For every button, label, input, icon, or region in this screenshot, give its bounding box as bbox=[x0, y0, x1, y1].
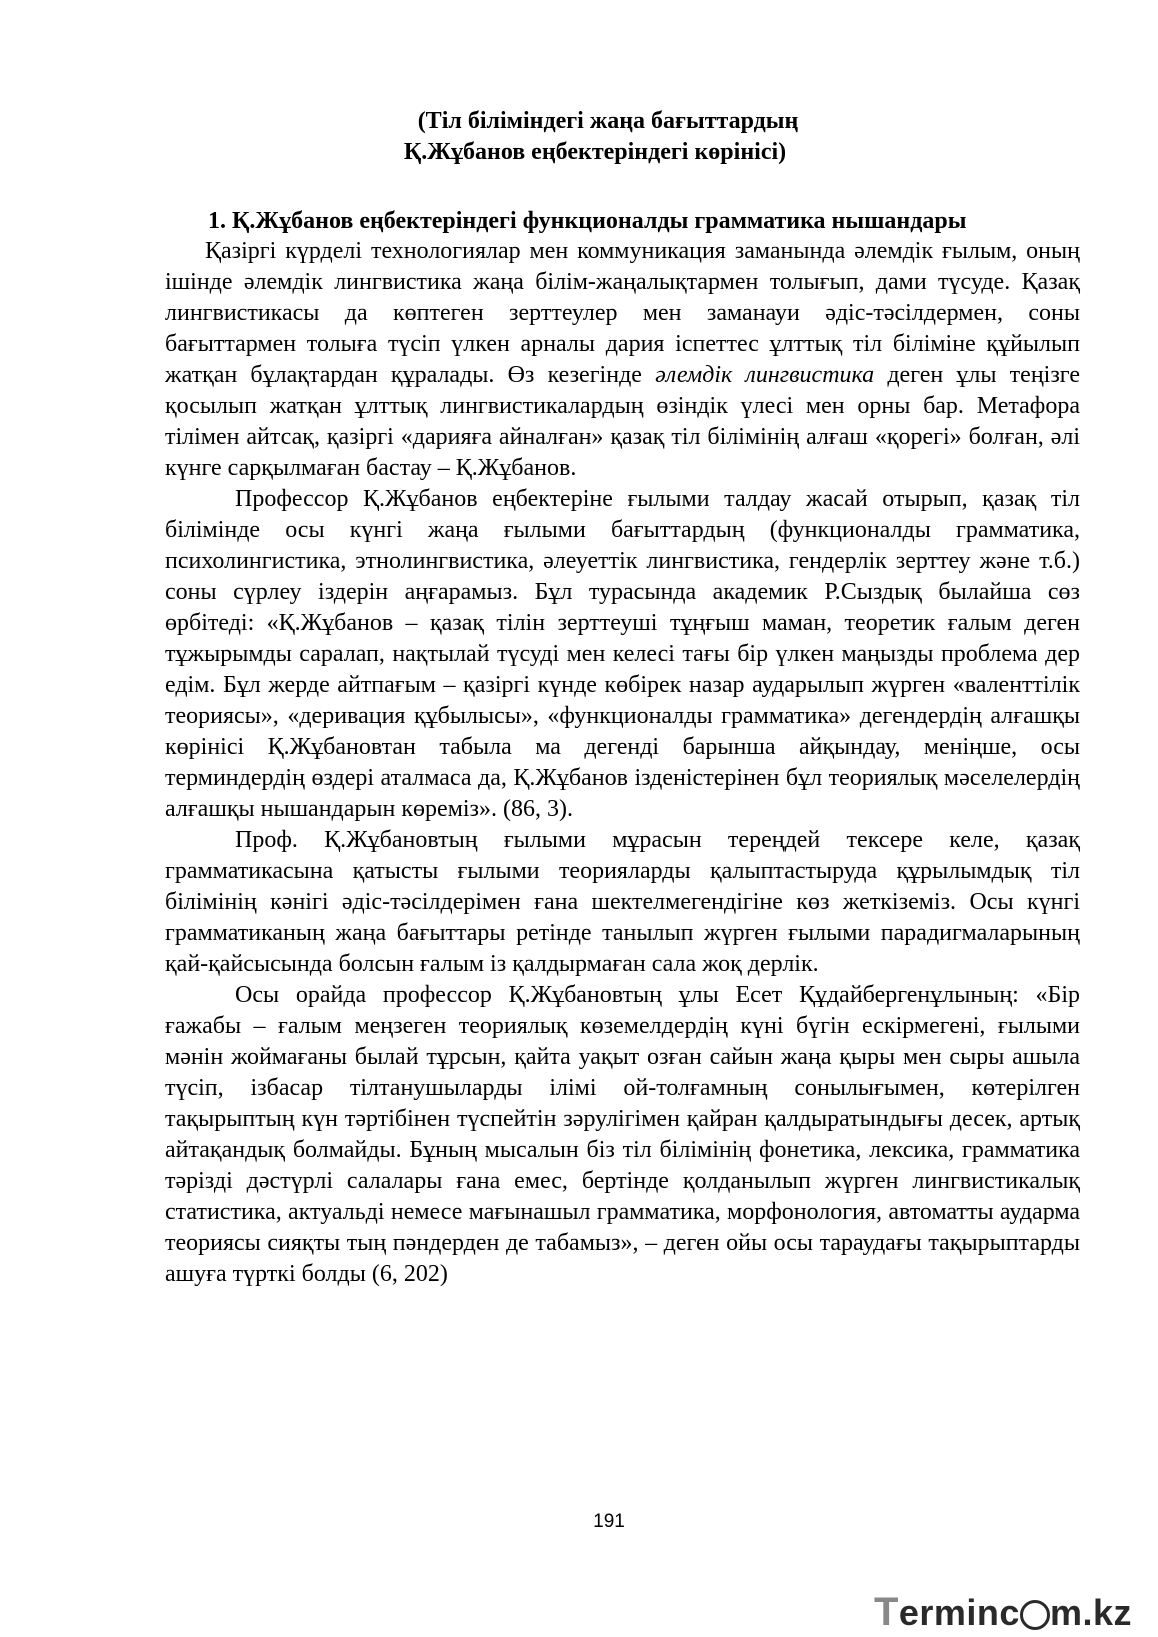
paragraph-1-text-a: Қазіргі күрделі технологиялар мен коммуникация заманында әлемдік ғылым, оның ішінде әлемдік лингвистика жаңа білім-жаңалықтармен толығып, дами түсуде. Қазақ лингвистикасы да көптеген зерттеулер мен заманауи әдіс-тәсілдермен, соны бағыттармен толыға түсіп үлкен арналы дария іспеттес ұлттық тіл біліміне құйылып жатқан бұлақтардан құралады. Өз кезегінде bbox=[165, 238, 1080, 388]
paragraph-2: Профессор Қ.Жұбанов еңбектеріне ғылыми талдау жасай отырып, қазақ тіл білімінде осы күнгі жаңа ғылыми бағыттардың (функционалды грамматика, психолингистика, этнолингвистика, әлеуеттік лингвистика, гендерлік зерттеу және т.б.) соны сүрлеу іздерін аңғарамыз. Бұл турасында академик Р.Сыздық былайша сөз өрбітеді: «Қ.Жұбанов – қазақ тілін зерттеуші тұңғыш маман, теоретик ғалым деген тұжырымды саралап, нақтылай түсуді мен келесі тағы бір үлкен маңызды проблема дер едім. Бұл жерде айтпағым – қазіргі күнде көбірек назар аударылып жүрген «валенттілік теориясы», «деривация құбылысы», «функционалды грамматика» дегендердің алғашқы көрінісі Қ.Жұбановтан табыла ма дегенді барынша айқындау, меніңше, осы терминдердің өздері аталмаса да, Қ.Жұбанов ізденістерінен бұл теориялық мәселелердің алғашқы нышандарын көреміз». (86, 3). bbox=[165, 486, 1080, 822]
paragraph-1 bbox=[165, 236, 1080, 484]
chapter-title bbox=[0, 106, 1158, 168]
watermark-circle-icon bbox=[1020, 1600, 1050, 1630]
watermark-letter-t: T bbox=[873, 1590, 899, 1634]
paragraph-4: Осы орайда профессор Қ.Жұбановтың ұлы Есет Құдайбергенұлының: «Бір ғажабы – ғалым меңзеген теориялық көземелдердің күні бүгін ескірмегені, ғылыми мәнін жоймағаны былай тұрсын, қайта уақыт озған сайын жаңа қыры мен сыры ашыла түсіп, ізбасар тілтанушыларды ілімі ой-толғамның сонылығымен, көтерілген тақырыптың күн тәртібінен түспейтін зәрулігімен қайран қалдыратындығы десек, артық айтақандық болмайды. Бұның мысалын біз тіл білімінің фонетика, лексика, грамматика тәрізді дәстүрлі салалары ғана емес, бертінде қолданылып жүрген лингвистикалық статистика, актуальді немесе мағынашыл грамматика, морфонология, автоматты аударма теориясы сияқты тың пәндерден де табамыз», – деген ойы осы тараудағы тақырыптарды ашуға түрткі болды (6, 202) bbox=[165, 982, 1080, 1287]
chapter-title-line-2: Қ.Жұбанов еңбектеріндегі көрінісі) bbox=[403, 139, 787, 165]
body-text bbox=[165, 236, 1080, 1290]
paragraph-3: Проф. Қ.Жұбановтың ғылыми мұрасын тереңдей тексере келе, қазақ грамматикасына қатысты ғылыми теорияларды қалыптастыруда құрылымдық тіл білімінің кәнігі әдіс-тәсілдерімен ғана шектелмегендігіне көз жеткіземіз. Осы күнгі грамматиканың жаңа бағыттары ретінде танылып жүрген ғылыми парадигмаларының қай-қайсысында болсын ғалым із қалдырмаған сала жоқ дерлік. bbox=[165, 827, 1080, 977]
watermark-text-b: m.kz bbox=[1049, 1592, 1132, 1633]
paragraph-1-italic-term: әлемдік лингвистика bbox=[655, 362, 875, 388]
section-heading: 1. Қ.Жұбанов еңбектеріндегі функционалды грамматика нышандары bbox=[208, 208, 967, 234]
page-number: 191 bbox=[593, 1511, 625, 1532]
paragraph-1-text-b: деген ұлы теңізге қосылып жатқан ұлттық лингвистикалардың өзіндік үлесі мен орны бар. Метафора тілімен айтсақ, қазіргі «дарияға айналған» қазақ тіл білімінің алғаш «қорегі» болған, әлі күнге сарқылмаған бастау – Қ.Жұбанов. bbox=[165, 362, 1080, 481]
chapter-title-line-1: (Тіл біліміндегі жаңа бағыттардың bbox=[417, 108, 799, 134]
watermark-text-a: erminc bbox=[898, 1592, 1020, 1633]
termincom-watermark-logo bbox=[874, 1590, 1132, 1635]
